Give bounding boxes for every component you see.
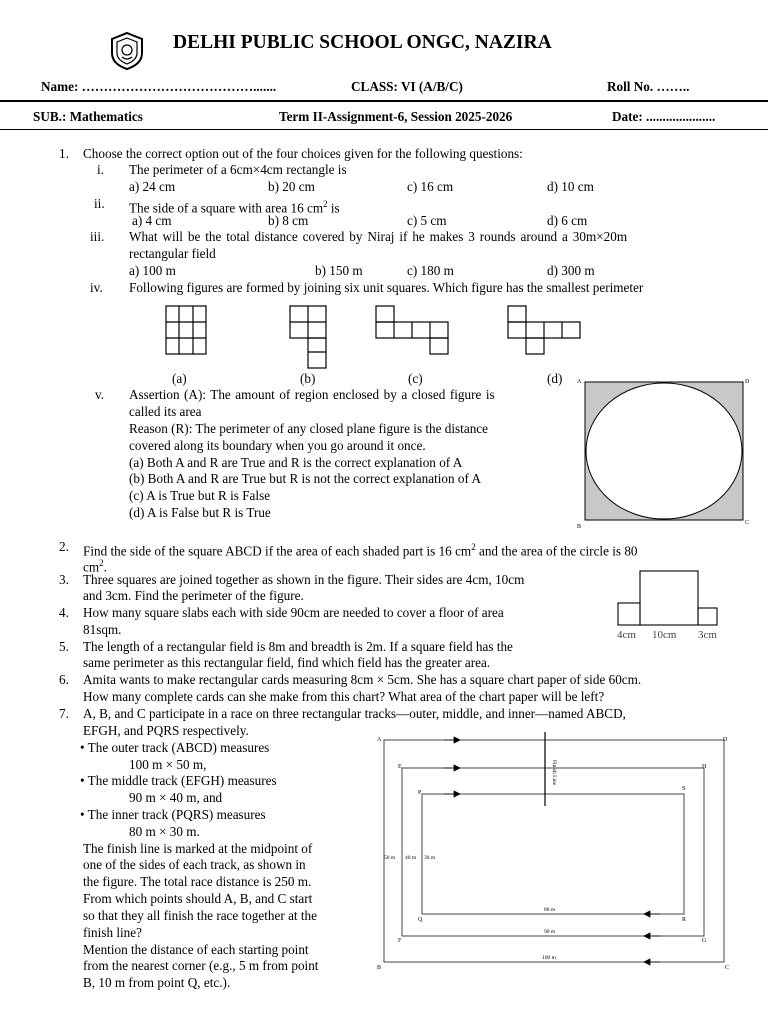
q1-iii-option-a: a) 100 m bbox=[129, 263, 176, 278]
corner-a-label: A bbox=[577, 379, 582, 385]
q5-number: 5. bbox=[59, 639, 69, 654]
q1-ii-number: ii. bbox=[94, 196, 105, 211]
q2-text-mid: and the area of the circle is 80 bbox=[475, 543, 638, 559]
q2-text-pre: Find the side of the square ABCD if the area of each shaded part is 16 cm bbox=[83, 543, 472, 559]
three-squares-figure bbox=[614, 567, 724, 645]
q1-iii-text-line2: rectangular field bbox=[129, 246, 216, 261]
q1-ii-option-a: a) 4 cm bbox=[132, 213, 172, 228]
q1-v-line: covered along its boundary when you go around it once. bbox=[129, 438, 426, 453]
q1-ii-option-b: b) 8 cm bbox=[268, 213, 309, 228]
q1-ii-text-post: is bbox=[327, 200, 340, 216]
q1-v-line: Assertion (A): The amount of region enclosed by a closed figure is bbox=[129, 387, 495, 402]
header-divider bbox=[0, 100, 768, 102]
q7-line2: EFGH, and PQRS respectively. bbox=[83, 723, 249, 738]
corner-f: F bbox=[398, 938, 402, 944]
q1-i-option-a: a) 24 cm bbox=[129, 179, 176, 194]
q7-number: 7. bbox=[59, 706, 69, 721]
corner-a: A bbox=[377, 737, 382, 743]
roll-number-label: Roll No. …….. bbox=[607, 79, 690, 94]
q1-v-option-c: (c) A is True but R is False bbox=[129, 488, 271, 503]
inner-width-label: 80 m bbox=[544, 907, 556, 913]
q1-i-number: i. bbox=[97, 162, 104, 177]
q4-line2: 81sqm. bbox=[83, 622, 122, 637]
q7-bullet-outer-dims: 100 m × 50 m, bbox=[129, 757, 207, 772]
fig-label-b: (b) bbox=[300, 371, 316, 386]
q3-number: 3. bbox=[59, 572, 69, 587]
q1-v-option-d: (d) A is False but R is True bbox=[129, 505, 271, 520]
q1-v-option-b: (b) Both A and R are True but R is not the correct explanation of A bbox=[129, 471, 481, 486]
square-4cm-label: 4cm bbox=[617, 629, 636, 641]
q7-body-line: From which points should A, B, and C start bbox=[83, 891, 313, 906]
square-3cm-label: 3cm bbox=[698, 629, 717, 641]
corner-d: D bbox=[723, 737, 728, 743]
arrow-top-inner bbox=[444, 791, 460, 797]
outer-width-label: 100 m bbox=[542, 955, 556, 961]
square-10cm-label: 10cm bbox=[652, 629, 677, 641]
q7-line1: A, B, and C participate in a race on three rectangular tracks—outer, middle, and inner—named ABCD, bbox=[83, 706, 626, 721]
fig-label-d: (d) bbox=[547, 371, 563, 386]
q1-iv-text: Following figures are formed by joining six unit squares. Which figure has the smallest perimeter bbox=[129, 280, 644, 295]
q7-body-line: The finish line is marked at the midpoint of bbox=[83, 841, 313, 856]
q1-ii-option-d: d) 6 cm bbox=[547, 213, 588, 228]
q1-v-line: called its area bbox=[129, 404, 202, 419]
q4-number: 4. bbox=[59, 605, 69, 620]
q6-number: 6. bbox=[59, 672, 69, 687]
school-name: DELHI PUBLIC SCHOOL ONGC, NAZIRA bbox=[173, 32, 552, 53]
q2-line2-superscript: 2 bbox=[99, 558, 104, 568]
q7-body-line: finish line? bbox=[83, 925, 142, 940]
corner-s: S bbox=[682, 786, 686, 792]
race-track-figure bbox=[372, 728, 734, 970]
q7-body-line: so that they all finish the race together at the bbox=[83, 908, 317, 923]
corner-b: B bbox=[377, 965, 382, 970]
q1-ii-text-pre: The side of a square with area 16 cm bbox=[129, 200, 324, 216]
q6-line1: Amita wants to make rectangular cards measuring 8cm × 5cm. She has a square chart paper of side 60cm. bbox=[83, 672, 642, 687]
six-squares-figures bbox=[160, 302, 590, 370]
corner-g: G bbox=[702, 938, 707, 944]
q1-i-text: The perimeter of a 6cm×4cm rectangle is bbox=[129, 162, 347, 177]
circle-in-square-figure bbox=[574, 374, 754, 530]
q1-iii-number: iii. bbox=[90, 229, 105, 244]
corner-p: P bbox=[418, 790, 422, 796]
q7-body-line: B, 10 m from point Q, etc.). bbox=[83, 975, 231, 990]
corner-b-label: B bbox=[577, 524, 582, 530]
q4-line1: How many square slabs each with side 90cm are needed to cover a floor of area bbox=[83, 605, 504, 620]
corner-d-label: D bbox=[745, 379, 750, 385]
school-logo bbox=[108, 31, 146, 71]
middle-height-label: 40 m bbox=[405, 855, 417, 861]
q1-iv-number: iv. bbox=[90, 280, 103, 295]
arrow-bottom-inner bbox=[644, 911, 660, 917]
fig-label-c: (c) bbox=[408, 371, 423, 386]
q3-line1: Three squares are joined together as shown in the figure. Their sides are 4cm, 10cm bbox=[83, 572, 525, 587]
q2-line2-post: . bbox=[103, 559, 107, 575]
q1-v-line: Reason (R): The perimeter of any closed plane figure is the distance bbox=[129, 421, 488, 436]
term-label: Term II-Assignment-6, Session 2025-2026 bbox=[279, 109, 513, 124]
q1-text: Choose the correct option out of the four choices given for the following questions: bbox=[83, 146, 523, 161]
inner-track-pqrs bbox=[422, 794, 684, 914]
corner-r: R bbox=[682, 917, 687, 923]
name-field-label: Name: …………………………………....... bbox=[41, 79, 277, 94]
q1-ii-option-c: c) 5 cm bbox=[407, 213, 447, 228]
q2-text bbox=[83, 539, 638, 560]
q6-line2: How many complete cards can she make from this chart? What area of the chart paper will be left? bbox=[83, 689, 605, 704]
q1-iii-option-c: c) 180 m bbox=[407, 263, 454, 278]
q7-bullet-middle-dims: 90 m × 40 m, and bbox=[129, 790, 223, 805]
q5-line2: same perimeter as this rectangular field, find which field has the greater area. bbox=[83, 655, 491, 670]
date-label: Date: ..................... bbox=[612, 109, 716, 124]
corner-c-label: C bbox=[745, 520, 750, 526]
q2-number: 2. bbox=[59, 539, 69, 554]
finish-line-label: Finish Line bbox=[551, 760, 557, 786]
q1-iii-option-b: b) 150 m bbox=[315, 263, 363, 278]
subheader-divider bbox=[0, 129, 768, 130]
q1-ii-superscript: 2 bbox=[323, 199, 328, 209]
q7-bullet-middle: • The middle track (EFGH) measures bbox=[80, 773, 277, 788]
outer-height-label: 50 m bbox=[384, 855, 396, 861]
q7-body-line: Mention the distance of each starting point bbox=[83, 942, 309, 957]
subject-label: SUB.: Mathematics bbox=[33, 109, 143, 124]
q1-iii-text-line1: What will be the total distance covered by Niraj if he makes 3 rounds around a 30m×20m bbox=[129, 229, 628, 244]
corner-c: C bbox=[725, 965, 730, 970]
arrow-top-outer bbox=[444, 737, 460, 743]
inner-height-label: 30 m bbox=[424, 855, 436, 861]
q1-iii-option-d: d) 300 m bbox=[547, 263, 595, 278]
q7-bullet-outer: • The outer track (ABCD) measures bbox=[80, 740, 270, 755]
q2-superscript: 2 bbox=[471, 542, 476, 552]
q7-body-line: the figure. The total race distance is 250 m. bbox=[83, 874, 312, 889]
q7-body-line: from the nearest corner (e.g., 5 m from point bbox=[83, 958, 319, 973]
arrow-bottom-middle bbox=[644, 933, 660, 939]
q7-bullet-inner: • The inner track (PQRS) measures bbox=[80, 807, 266, 822]
q1-i-option-b: b) 20 cm bbox=[268, 179, 315, 194]
q1-v-option-a: (a) Both A and R are True and R is the correct explanation of A bbox=[129, 455, 463, 470]
q1-i-option-c: c) 16 cm bbox=[407, 179, 454, 194]
q1-v-number: v. bbox=[95, 387, 105, 402]
fig-label-a: (a) bbox=[172, 371, 187, 386]
arrow-top-middle bbox=[444, 765, 460, 771]
middle-width-label: 90 m bbox=[544, 929, 556, 935]
q1-number: 1. bbox=[59, 146, 69, 161]
q7-body-line: one of the sides of each track, as shown in bbox=[83, 857, 306, 872]
q1-i-option-d: d) 10 cm bbox=[547, 179, 594, 194]
q5-line1: The length of a rectangular field is 8m and breadth is 2m. If a square field has the bbox=[83, 639, 513, 654]
q3-line2: and 3cm. Find the perimeter of the figure. bbox=[83, 588, 304, 603]
q7-bullet-inner-dims: 80 m × 30 m. bbox=[129, 824, 200, 839]
corner-h: H bbox=[702, 764, 707, 770]
corner-q: Q bbox=[418, 917, 423, 923]
corner-e: E bbox=[398, 764, 402, 770]
arrow-bottom-outer bbox=[644, 959, 660, 965]
class-label: CLASS: VI (A/B/C) bbox=[351, 79, 463, 94]
q2-line2: cm bbox=[83, 559, 100, 575]
